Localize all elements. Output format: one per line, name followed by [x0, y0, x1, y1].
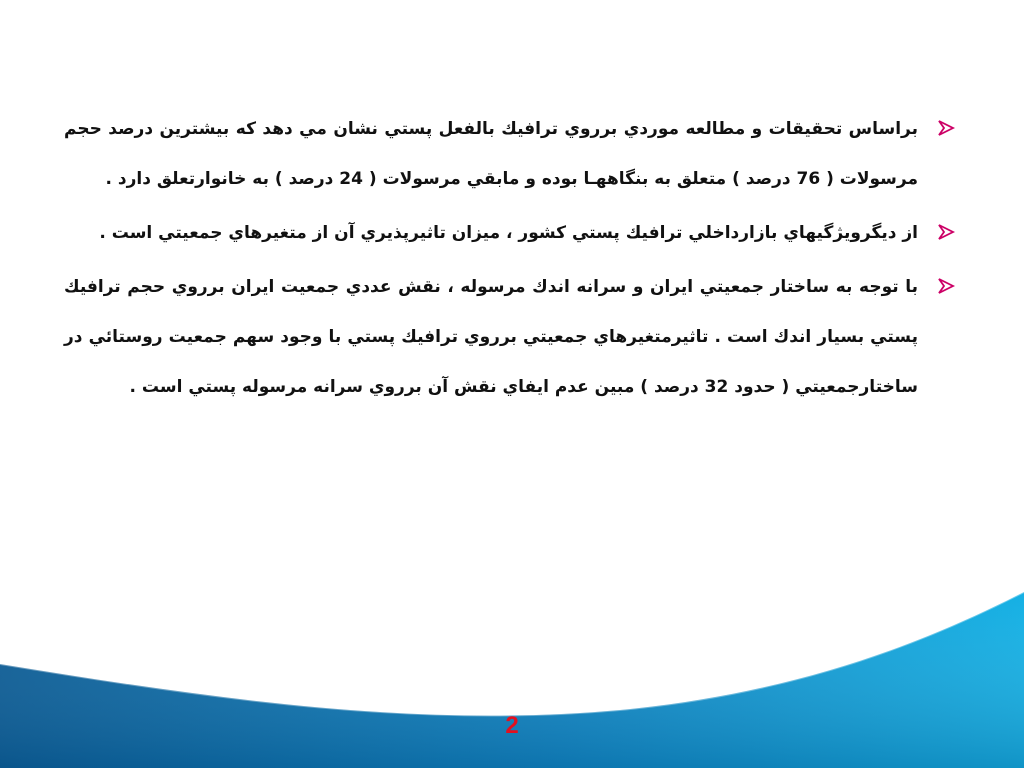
bullet-list — [64, 104, 956, 416]
bullet-item — [64, 208, 956, 258]
bullet-item — [64, 262, 956, 412]
bullet-text: با توجه به ساختار جمعيتي ايران و سرانه اندك مرسوله ، نقش عددي جمعيت ايران برروي حجم ترافيك پستي بسيار اندك است . تاثيرمتغيرهاي جمعيتي برروي ترافيك پستي با وجود سهم جمعيت روستائي در ساختارجمعيتي ( حدود 32 درصد ) مبين عدم ايفاي نقش آن برروي سرانه مرسوله پستي است . — [64, 277, 918, 397]
arrowhead-check-bullet-icon — [936, 222, 956, 242]
bullet-text: از ديگرويژگيهاي بازارداخلي ترافيك پستي كشور ، ميزان تاثيرپذيري آن از متغيرهاي جمعيتي است . — [99, 223, 918, 243]
bullet-text: براساس تحقيقات و مطالعه موردي برروي ترافيك بالفعل پستي نشان مي دهد كه بيشترين درصد حجم مرسولات ( 76 درصد ) متعلق به بنگاههـا بوده و مابقي مرسولات ( 24 درصد ) به خانوارتعلق دارد . — [64, 119, 918, 189]
page-number: 2 — [505, 712, 519, 739]
bullet-item — [64, 104, 956, 204]
arrowhead-check-bullet-icon — [936, 276, 956, 296]
arrowhead-check-bullet-icon — [936, 118, 956, 138]
